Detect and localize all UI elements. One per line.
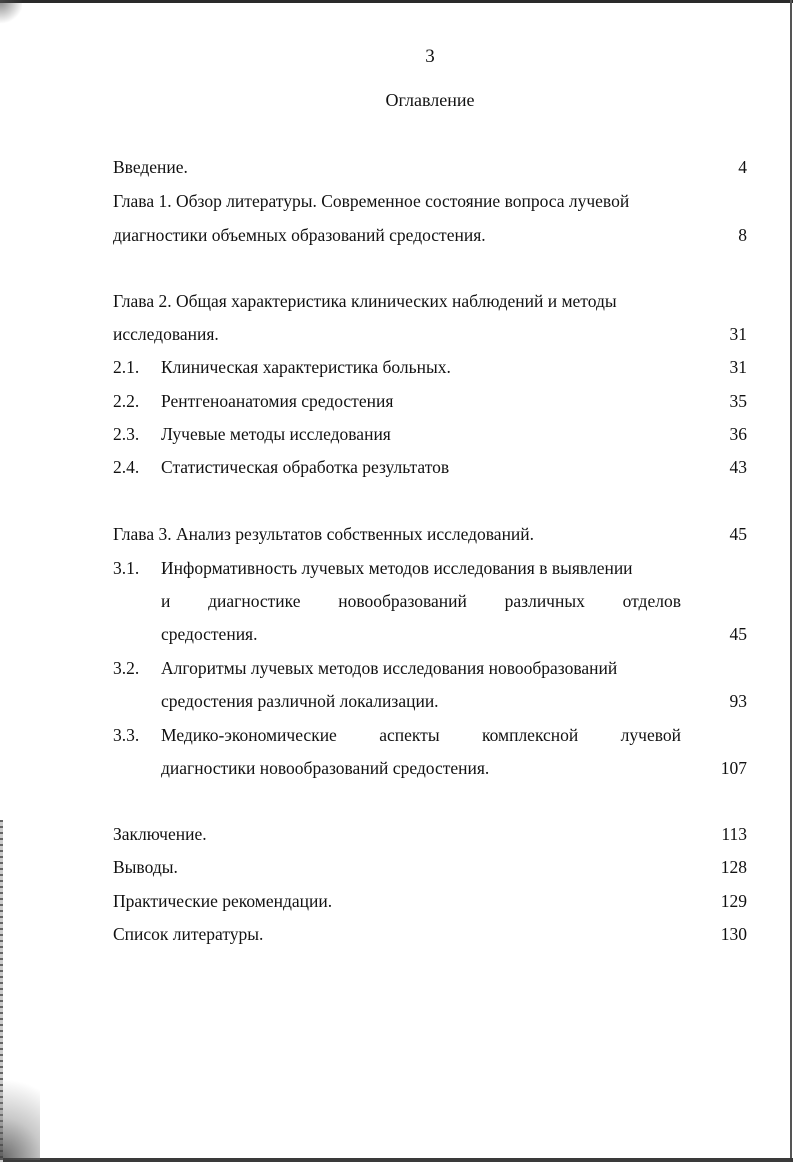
word: различных: [504, 591, 585, 611]
toc-entry-text-cont: диагностики новообразований средостения.: [161, 758, 490, 778]
section-number: 3.2.: [113, 658, 140, 678]
toc-entry-text: Глава 1. Обзор литературы. Современное состояние вопроса лучевой: [113, 191, 630, 211]
toc-entry-page: 31: [729, 357, 747, 377]
section-number: 2.2.: [113, 391, 140, 411]
toc-entry-page: 8: [738, 225, 747, 245]
scan-edge-top: [0, 0, 793, 3]
toc-entry-page: 45: [729, 624, 747, 644]
word: лучевой: [620, 725, 681, 745]
toc-entry-text-cont: [161, 588, 681, 614]
toc-entry-text: Практические рекомендации.: [113, 891, 333, 911]
word: аспекты: [379, 725, 440, 745]
toc-entry-text-cont: средостения различной локализации.: [161, 691, 439, 711]
toc-entry-text: Глава 2. Общая характеристика клинических наблюдений и методы: [113, 291, 617, 311]
toc-entry-page: 107: [720, 758, 747, 778]
toc-entry-page: 128: [720, 857, 747, 877]
word: комплексной: [481, 725, 579, 745]
section-number: 3.1.: [113, 558, 140, 578]
section-number: 3.3.: [113, 725, 140, 745]
word: диагностике: [208, 591, 301, 611]
toc-entry-page: 36: [729, 424, 747, 444]
toc-entry-text: Введение.: [113, 157, 188, 177]
toc-entry-page: 35: [729, 391, 747, 411]
toc-entry-text: Статистическая обработка результатов: [161, 457, 450, 477]
toc-entry-text-cont: средостения.: [161, 624, 258, 644]
toc-entry-text: Лучевые методы исследования: [161, 424, 391, 444]
scan-edge-bottom: [0, 1158, 793, 1162]
word: новообразований: [338, 591, 467, 611]
toc-entry-page: 4: [738, 157, 747, 177]
toc-entry-text-cont: исследования.: [113, 324, 219, 344]
section-number: 2.1.: [113, 357, 140, 377]
scan-shadow-top-left: [0, 0, 22, 26]
page-number: 3: [425, 46, 435, 67]
toc-entry-text-cont: диагностики объемных образований средостения.: [113, 225, 486, 245]
toc-entry-page: 130: [720, 924, 747, 944]
toc-entry-text: Глава 3. Анализ результатов собственных исследований.: [113, 524, 535, 544]
toc-title: Оглавление: [385, 90, 475, 110]
toc-entry-page: 129: [720, 891, 747, 911]
section-number: 2.3.: [113, 424, 140, 444]
toc-entry-text: Клиническая характеристика больных.: [161, 357, 451, 377]
toc-entry-page: 93: [729, 691, 747, 711]
toc-entry-text: Рентгеноанатомия средостения: [161, 391, 394, 411]
toc-entry-text: Заключение.: [113, 824, 207, 844]
word: Медико-экономические: [161, 725, 337, 745]
toc-entry-text: Алгоритмы лучевых методов исследования новообразований: [161, 658, 618, 678]
word: отделов: [622, 591, 681, 611]
toc-entry-text: Список литературы.: [113, 924, 264, 944]
toc-entry-text: Выводы.: [113, 857, 178, 877]
toc-entry-text: Информативность лучевых методов исследования в выявлении: [161, 558, 633, 578]
toc-entry-page: 43: [729, 457, 747, 477]
word: и: [161, 591, 171, 611]
toc-entry-page: 31: [729, 324, 747, 344]
section-number: 2.4.: [113, 457, 140, 477]
scan-edge-right: [790, 0, 792, 1162]
toc-entry-page: 45: [729, 524, 747, 544]
toc-entry-text: [161, 722, 681, 748]
scan-shadow-bottom-left: [0, 1060, 40, 1160]
toc-entry-page: 113: [721, 824, 747, 844]
